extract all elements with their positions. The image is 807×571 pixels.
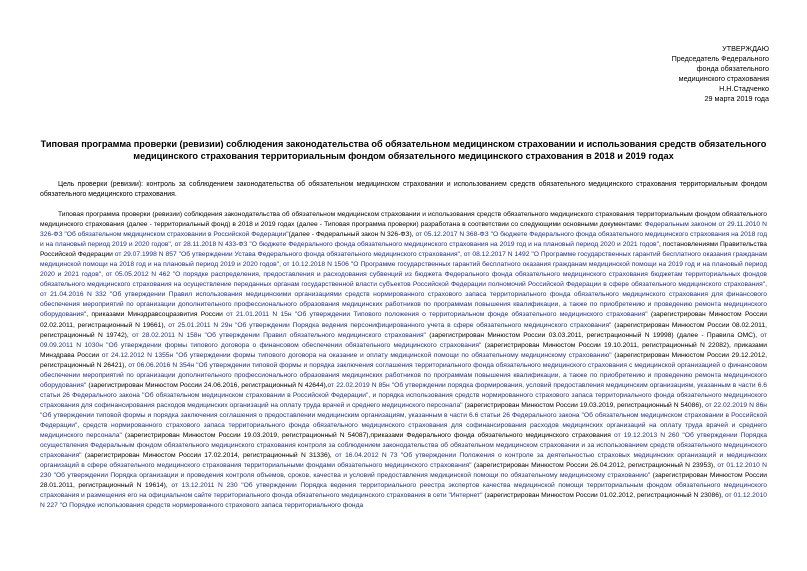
body-text: (зарегистрирован Минюстом России 26.04.2012, регистрационный N 23953), (471, 462, 718, 470)
body-text: приказами Федерального фонда обязательного медицинского страхования (370, 432, 614, 440)
body-text: (зарегистрирован Минюстом России 19.03.2019, регистрационный N 54086), (462, 401, 706, 409)
approval-date: 29 марта 2019 года (704, 94, 769, 104)
goal-paragraph: Цель проверки (ревизии): контроль за соблюдением законодательства об обязательном медицинском страховании и использованием средств обязательного медицинского страхования территориальным фондом обязательного медицинского страхования. (40, 181, 767, 199)
approval-position-line-2: фонда обязательного (696, 64, 769, 74)
approval-heading: УТВЕРЖДАЮ (722, 44, 769, 53)
document-link[interactable]: от 01.12.2010 N 230 "Об утверждении Порядка организации и проведения контроля объемов, сроков, качества и условий предоставления медицинской помощи по обязательному медицинскому страхованию" (40, 462, 767, 480)
document-link[interactable]: от 22.02.2019 N 85н "Об утверждении порядка формирования, условий предоставления медицинским организациям, указанным в части 6.6 статьи 26 Федерального закона "Об обязательном медицинском страховании в Российской Федерации", и порядка использования средств нормированного страхового запаса территориального фонда обязательного медицинского страхования для софинансирования расходов медицинских организаций на оплату труда врачей и среднего медицинского персонала" (40, 381, 767, 409)
body-text: (зарегистрирован Минюстом России 01.02.2012, регистрационный N 23086), (482, 492, 725, 500)
body-text: (зарегистрирован Минюстом России 19.10.2011, регистрационный N 22082), приказами Минздрава России (40, 341, 767, 359)
body-text: (далее - Федеральный закон N 326-ФЗ), (288, 231, 416, 239)
document-link[interactable]: от 29.07.1998 N 857 "Об утверждении Устава Федерального фонда обязательного медицинского страхования", от 08.12.2017 N 1492 "О Программе государственных гарантий бесплатного оказания гражданам медицинской помощи на 2018 год и на плановый период 2019 и 2020 годов", от 10.12.2018 N 1506 "О Программе государственных гарантий бесплатного оказания гражданам медицинской помощи на 2019 год и на плановый период 2020 и 2021 годов", от 05.05.2012 N 462 "О порядке распределения, предоставления и расходования субвенций из бюджета Федерального фонда обязательного медицинского страхования бюджетам территориальных фондов обязательного медицинского страхования на осуществление переданных органам государственной власти субъектов Российской Федерации полномочий Российской Федерации в сфере обязательного медицинского страхования", от 21.04.2016 N 332 "Об утверждении Правил использования медицинскими организациями средств нормированного страхового запаса территориального фонда обязательного медицинского страхования для финансового обеспечения мероприятий по организации дополнительного профессионального образования медицинских работников по программам повышения квалификации, а также по приобретению и проведению ремонта медицинского оборудования" (40, 251, 767, 319)
body-text: , приказами Минздравсоцразвития России (86, 311, 227, 319)
document-link[interactable]: от 25.01.2011 N 29н "Об утверждении Порядка ведения персонифицированного учета в сфере обязательного медицинского страхования" (168, 321, 612, 329)
approval-position-line-3: медицинского страхования (678, 74, 769, 84)
document-link[interactable]: от 06.06.2016 N 354н "Об утверждении типовой формы и порядка заключения соглашения территориального фонда обязательного медицинского страхования с медицинской организацией о финансовом обеспечении мероприятий по организации дополнительного профессионального образования медицинских работников по программам повышения квалификации, а также по приобретению и проведению ремонта медицинского оборудования" (40, 361, 767, 389)
body-text: (зарегистрирован Минюстом России 24.06.2016, регистрационный N 42644), (86, 381, 328, 389)
document-link[interactable]: Федеральным законом от 29.11.2010 N 326-ФЗ "Об обязательном медицинском страховании в Российской Федерации" (40, 221, 767, 239)
document-link[interactable]: от 09.09.2011 N 1030н "Об утверждении формы типового договора о финансовом обеспечении обязательного медицинского страхования" (40, 331, 767, 349)
body-text: (зарегистрирован Минюстом России 03.03.2011, регистрационный N 19998) (далее - Правила ОМС), (425, 331, 761, 339)
document-link[interactable]: от 24.12.2012 N 1355н "Об утверждении формы типового договора на оказание и оплату медицинской помощи по обязательному медицинскому страхованию" (101, 351, 612, 359)
body-text: , постановлениями Правительства Российской Федерации (40, 241, 767, 259)
body-paragraph (40, 210, 767, 568)
document-link[interactable]: от 01.12.2010 N 227 "О Порядке использования средств нормированного страхового запаса территориального фонда (40, 492, 767, 510)
body-text: (зарегистрирован Минюстом России 17.02.2014, регистрационный N 31336), (81, 452, 336, 460)
document-link[interactable]: от 13.12.2011 N 230 "Об утверждении Порядка ведения территориального реестра экспертов качества медицинской помощи территориальным фондом обязательного медицинского страхования и размещения его на официальном сайте территориального фонда обязательного медицинского страхования в сети "Интернет" (40, 482, 767, 500)
approval-position-line-1: Председатель Федерального (671, 54, 769, 64)
document-link[interactable]: от 16.04.2012 N 73 "Об утверждении Положения о контроле за деятельностью страховых медицинских организаций и медицинских организаций в сфере обязательного медицинского страхования территориальными фондами обязательного медицинского страхования" (40, 452, 767, 470)
document-link[interactable]: от 05.12.2017 N 368-ФЗ "О бюджете Федерального фонда обязательного медицинского страхования на 2018 год и на плановый период 2019 и 2020 годов", от 28.11.2018 N 433-ФЗ "О бюджете Федерального фонда обязательного медицинского страхования на 2019 год и на плановый период 2020 и 2021 годов" (40, 231, 767, 249)
body-text: (зарегистрирован Минюстом России 19.03.2019, регистрационный N 54087), (121, 432, 371, 440)
body-text: (зарегистрирован Минюстом России 29.12.2012, регистрационный N 26421), (40, 351, 767, 369)
document-link[interactable]: от 22.02.2019 N 86н "Об утверждении типовой формы и порядка заключения соглашения о предоставлении медицинским организациям, указанным в части 6.6 статьи 26 Федерального закона "Об обязательном медицинском страховании в Российской Федерации", средств нормированного страхового запаса территориального фонда обязательного медицинского страхования для софинансирования расходов медицинских организаций на оплату труда врачей и среднего медицинского персонала" (40, 401, 767, 440)
document-link[interactable]: от 21.01.2011 N 15н "Об утверждении Типового положения о территориальном фонде обязательного медицинского страхования" (226, 311, 648, 319)
document-title: Типовая программа проверки (ревизии) соблюдения законодательства об обязательном медицинском страховании и использования средств обязательного медицинского страхования территориальным фондом обязательного медицинского страхования в 2018 и 2019 годах (40, 139, 767, 162)
body-text: (зарегистрирован Минюстом России 28.01.2011, регистрационный N 19614), (40, 472, 767, 490)
document-link[interactable]: от 19.12.2013 N 260 "Об утверждении Порядка осуществления Федеральным фондом обязательного медицинского страхования контроля за соблюдением законодательства об обязательном медицинском страховании и за использованием средств обязательного медицинского страхования" (40, 432, 767, 460)
body-text: (зарегистрирован Минюстом России 08.02.2011, регистрационный N 19742), (40, 321, 767, 339)
document-link[interactable]: от 28.02.2011 N 158н "Об утверждении Правил обязательного медицинского страхования" (132, 331, 426, 339)
approval-block (672, 44, 769, 105)
body-text: (зарегистрирован Минюстом России 02.02.2011, регистрационный N 19661), (40, 311, 767, 329)
body-text: Типовая программа проверки (ревизии) соблюдения законодательства об обязательном медицинском страховании и использования средств обязательного медицинского страхования территориальным фондом обязательного медицинского страхования (далее - территориальный фонд) в 2018 и 2019 годах (далее - Типовая программа проверки) разработана в соответствии со следующими основными документами: (40, 211, 767, 229)
approval-signatory: Н.Н.Стадченко (719, 84, 769, 94)
